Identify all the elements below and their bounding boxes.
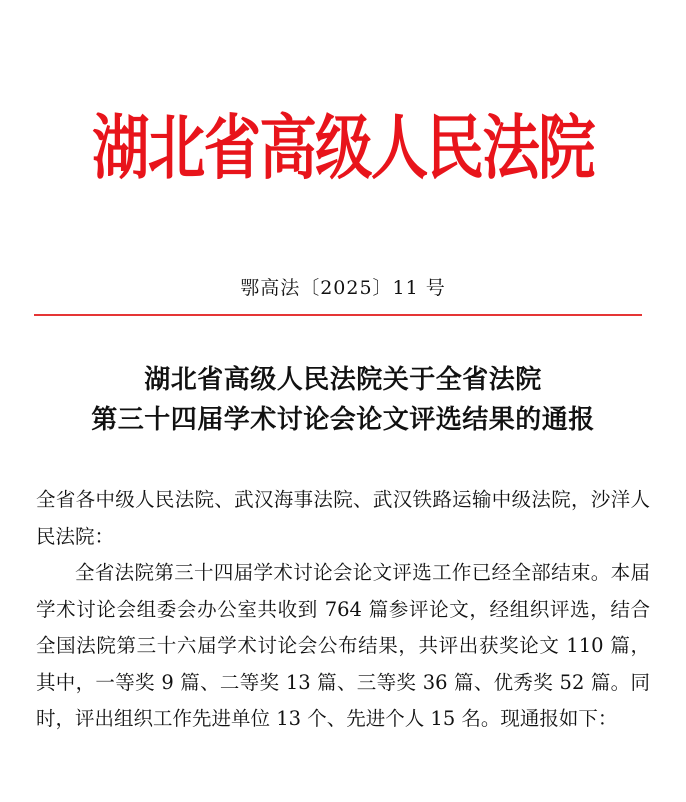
masthead-title: 湖北省高级人民法院	[92, 107, 594, 189]
salutation: 全省各中级人民法院、武汉海事法院、武汉铁路运输中级法院，沙洋人民法院：	[36, 488, 650, 548]
title-line-2: 第三十四届学术讨论会论文评选结果的通报	[91, 405, 595, 435]
document-number: 鄂高法〔2025〕11 号	[240, 277, 446, 299]
document-title	[0, 360, 686, 440]
title-line-1: 湖北省高级人民法院关于全省法院	[144, 365, 542, 395]
document-body	[36, 482, 650, 738]
body-paragraph: 全省法院第三十四届学术讨论会论文评选工作已经全部结束。本届学术讨论会组委会办公室共收到 764 篇参评论文，经组织评选，结合全国法院第三十六届学术讨论会公布结果，共评出获奖论文 110 篇，其中，一等奖 9 篇、二等奖 13 篇、三等奖 36 篇、优秀奖 52 篇。同时，评出组织工作先进单位 13 个、先进个人 15 名。现通报如下：	[36, 561, 650, 730]
red-divider-line	[34, 314, 642, 316]
